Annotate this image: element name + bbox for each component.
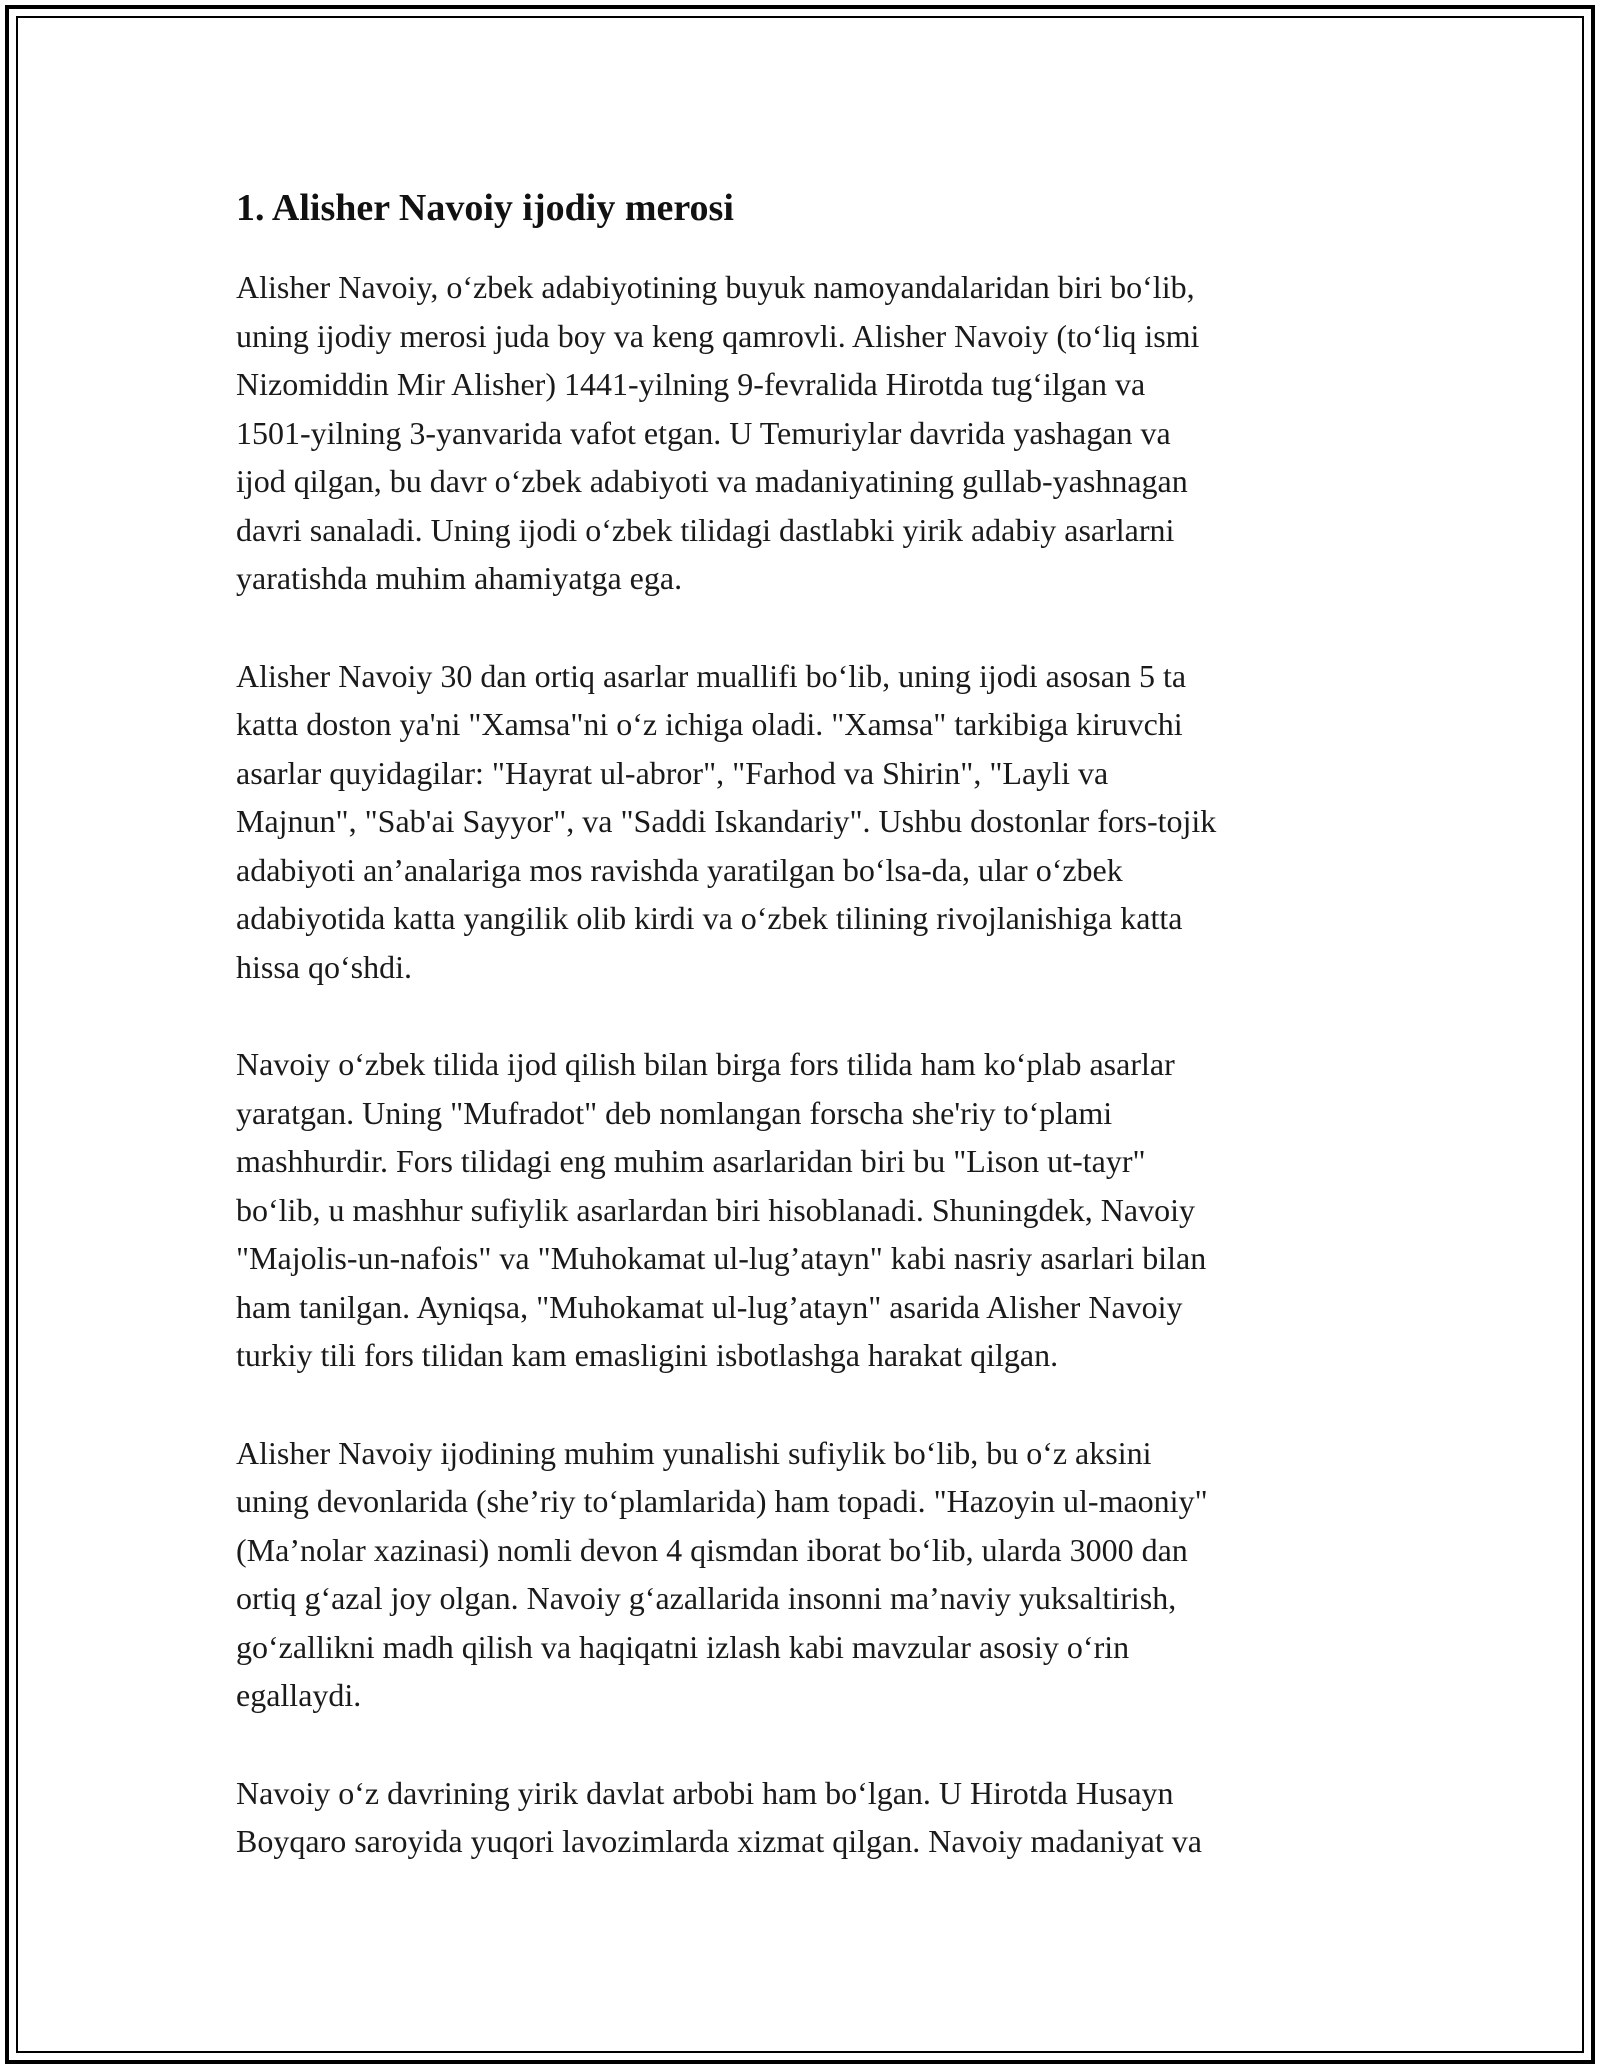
paragraph: Alisher Navoiy ijodining muhim yunalishi sufiylik bo‘lib, bu o‘z aksini uning devonlarida (she’riy to‘plamlarida) ham topadi. "Hazoyin ul-maoniy" (Ma’nolar xazinasi) nomli devon 4 qismdan iborat bo‘lib, ularda 3000 dan ortiq g‘azal joy olgan. Navoiy g‘azallarida insonni ma’naviy yuksaltirish, go‘zallikni madh qilish va haqiqatni izlash kabi mavzular asosiy o‘rin egallaydi. [236,1434,1208,1713]
paragraph: Alisher Navoiy, o‘zbek adabiyotining buyuk namoyandalaridan biri bo‘lib, uning ijodiy merosi juda boy va keng qamrovli. Alisher Navoiy (to‘liq ismi Nizomiddin Mir Alisher) 1441-yilning 9-fevralida Hirotda tug‘ilgan va 1501-yilning 3-yanvarida vafot etgan. U Temuriylar davrida yashagan va ijod qilgan, bu davr o‘zbek adabiyoti va madaniyatining gullab-yashnagan davri sanaladi. Uning ijodi o‘zbek tilidagi dastlabki yirik adabiy asarlarni yaratishda muhim ahamiyatga ega. [236,269,1200,596]
paragraph: Navoiy o‘zbek tilida ijod qilish bilan birga fors tilida ham ko‘plab asarlar yaratgan. Uning "Mufradot" deb nomlangan forscha she'riy to‘plami mashhurdir. Fors tilidagi eng muhim asarlaridan biri bu "Lison ut-tayr" bo‘lib, u mashhur sufiylik asarlardan biri hisoblanadi. Shuningdek, Navoiy "Majolis-un-nafois" va "Muhokamat ul-lug’atayn" kabi nasriy asarlari bilan ham tanilgan. Ayniqsa, "Muhokamat ul-lug’atayn" asarida Alisher Navoiy turkiy tili fors tilidan kam emasligini isbotlashga harakat qilgan. [236,1046,1207,1373]
paragraph: Alisher Navoiy 30 dan ortiq asarlar muallifi bo‘lib, uning ijodi asosan 5 ta katta doston ya'ni "Xamsa"ni o‘z ichiga oladi. "Xamsa" tarkibiga kiruvchi asarlar quyidagilar: "Hayrat ul-abror", "Farhod va Shirin", "Layli va Majnun", "Sab'ai Sayyor", va "Saddi Iskandariy". Ushbu dostonlar fors-tojik adabiyoti an’analariga mos ravishda yaratilgan bo‘lsa-da, ular o‘zbek adabiyotida katta yangilik olib kirdi va o‘zbek tilining rivojlanishiga katta hissa qo‘shdi. [236,657,1217,985]
section-heading: 1. Alisher Navoiy ijodiy merosi [236,187,734,229]
document-body [236,185,1366,1915]
paragraph: Navoiy o‘z davrining yirik davlat arbobi ham bo‘lgan. U Hirotda Husayn Boyqaro saroyida yuqori lavozimlarda xizmat qilgan. Navoiy madaniyat va [236,1774,1202,1859]
